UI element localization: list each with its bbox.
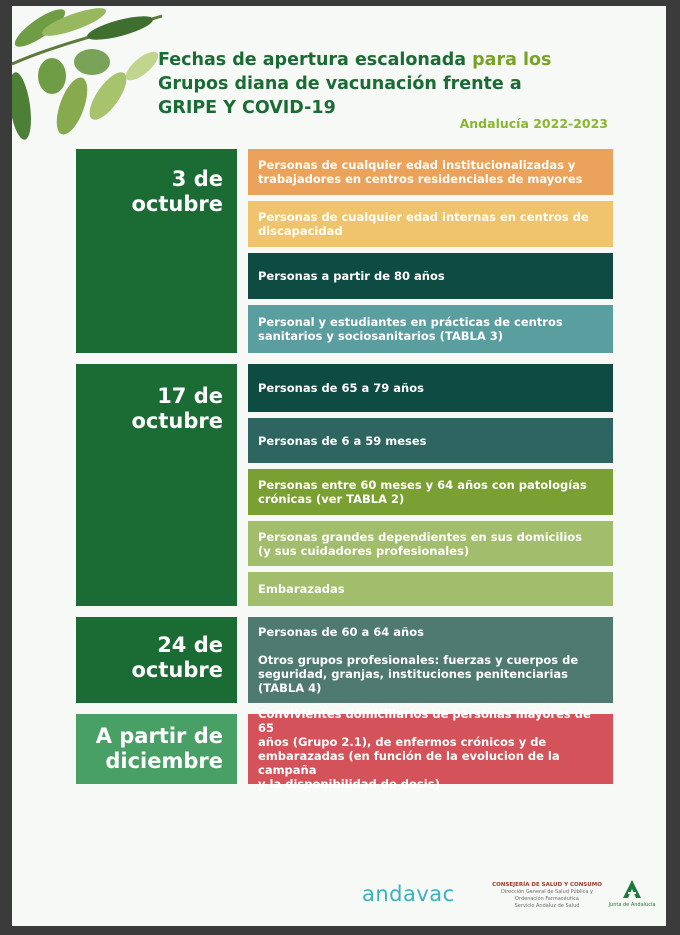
date-text: 17 de bbox=[157, 384, 223, 408]
target-group-text: Personal y estudiantes en prácticas de centros bbox=[258, 315, 563, 329]
date-text: diciembre bbox=[105, 749, 223, 773]
title-line-3: GRIPE Y COVID-19 bbox=[158, 98, 336, 118]
target-group-row bbox=[248, 521, 613, 566]
target-group-text: crónicas (ver TABLA 2) bbox=[258, 492, 405, 506]
target-group-row bbox=[248, 617, 613, 703]
title-line-1b: para los bbox=[472, 50, 552, 70]
consejeria-logo bbox=[492, 882, 602, 910]
infographic-page bbox=[12, 6, 666, 926]
target-group-text: Personas de 65 a 79 años bbox=[258, 381, 424, 395]
target-group-text: Otros grupos profesionales: fuerzas y cuerpos de bbox=[258, 653, 579, 667]
date-text: 3 de bbox=[171, 167, 223, 191]
page-title bbox=[158, 48, 598, 120]
target-group-text: Personas de 6 a 59 meses bbox=[258, 433, 427, 448]
date-text: 24 de bbox=[157, 633, 223, 657]
target-group-row bbox=[248, 305, 613, 353]
target-group-row bbox=[248, 469, 613, 515]
date-text: octubre bbox=[131, 409, 223, 433]
junta-label: Junta de Andalucía bbox=[608, 902, 656, 908]
date-text: octubre bbox=[131, 192, 223, 216]
consejeria-sub2: Servicio Andaluz de Salud bbox=[514, 903, 580, 909]
target-group-row bbox=[248, 253, 613, 299]
region-label: Andalucía 2022-2023 bbox=[459, 116, 608, 131]
target-group-text: (y sus cuidadores profesionales) bbox=[258, 543, 470, 558]
date-block-1 bbox=[76, 149, 237, 353]
target-group-text: Personas de cualquier edad internas en centros de bbox=[258, 210, 589, 224]
date-block-2 bbox=[76, 364, 237, 606]
target-group-row bbox=[248, 364, 613, 412]
target-group-text: seguridad, granjas, instituciones penitenciarias bbox=[258, 667, 569, 681]
title-line-1a: Fechas de apertura escalonada bbox=[158, 50, 473, 70]
target-group-row bbox=[248, 201, 613, 247]
target-group-text: (TABLA 4) bbox=[258, 681, 322, 695]
target-group-text: Personas entre 60 meses y 64 años con patologías bbox=[258, 478, 587, 492]
target-group-text: trabajadores en centros residenciales de mayores bbox=[258, 172, 583, 186]
target-group-text: Personas de 60 a 64 años bbox=[258, 625, 424, 639]
target-group-text: embarazadas (en función de la evolucion de la campaña bbox=[258, 749, 560, 777]
consejeria-title: CONSEJERÍA DE SALUD Y CONSUMO bbox=[492, 882, 602, 888]
date-block-4 bbox=[76, 714, 237, 784]
date-block-3 bbox=[76, 617, 237, 703]
andavac-logo: andavac bbox=[362, 882, 455, 906]
target-group-row bbox=[248, 707, 613, 791]
target-group-row bbox=[248, 418, 613, 463]
target-group-row bbox=[248, 572, 613, 606]
target-group-text bbox=[258, 639, 603, 653]
target-group-text: discapacidad bbox=[258, 224, 343, 238]
olive-leaves-decoration bbox=[12, 6, 172, 156]
target-group-text: Convivientes domiciliarios de personas mayores de 65 bbox=[258, 707, 591, 735]
target-group-row bbox=[248, 149, 613, 195]
date-text: octubre bbox=[131, 658, 223, 682]
junta-logo bbox=[608, 878, 656, 908]
consejeria-sub1: Dirección General de Salud Pública y Ordenación Farmacéutica bbox=[500, 889, 594, 902]
target-group-text: sanitarios y sociosanitarios (TABLA 3) bbox=[258, 329, 503, 343]
target-group-text: Personas a partir de 80 años bbox=[258, 269, 445, 283]
junta-a-icon bbox=[621, 878, 643, 900]
target-group-text: Personas grandes dependientes en sus domicilios bbox=[258, 529, 583, 544]
date-text: A partir de bbox=[95, 724, 223, 748]
title-line-2: Grupos diana de vacunación frente a bbox=[158, 74, 522, 94]
target-group-text: Personas de cualquier edad institucionalizadas y bbox=[258, 158, 576, 172]
target-group-text: Embarazadas bbox=[258, 582, 345, 596]
target-group-text: y la disponibilidad de dosis) bbox=[258, 777, 440, 791]
target-group-text: años (Grupo 2.1), de enfermos crónicos y de bbox=[258, 735, 547, 749]
